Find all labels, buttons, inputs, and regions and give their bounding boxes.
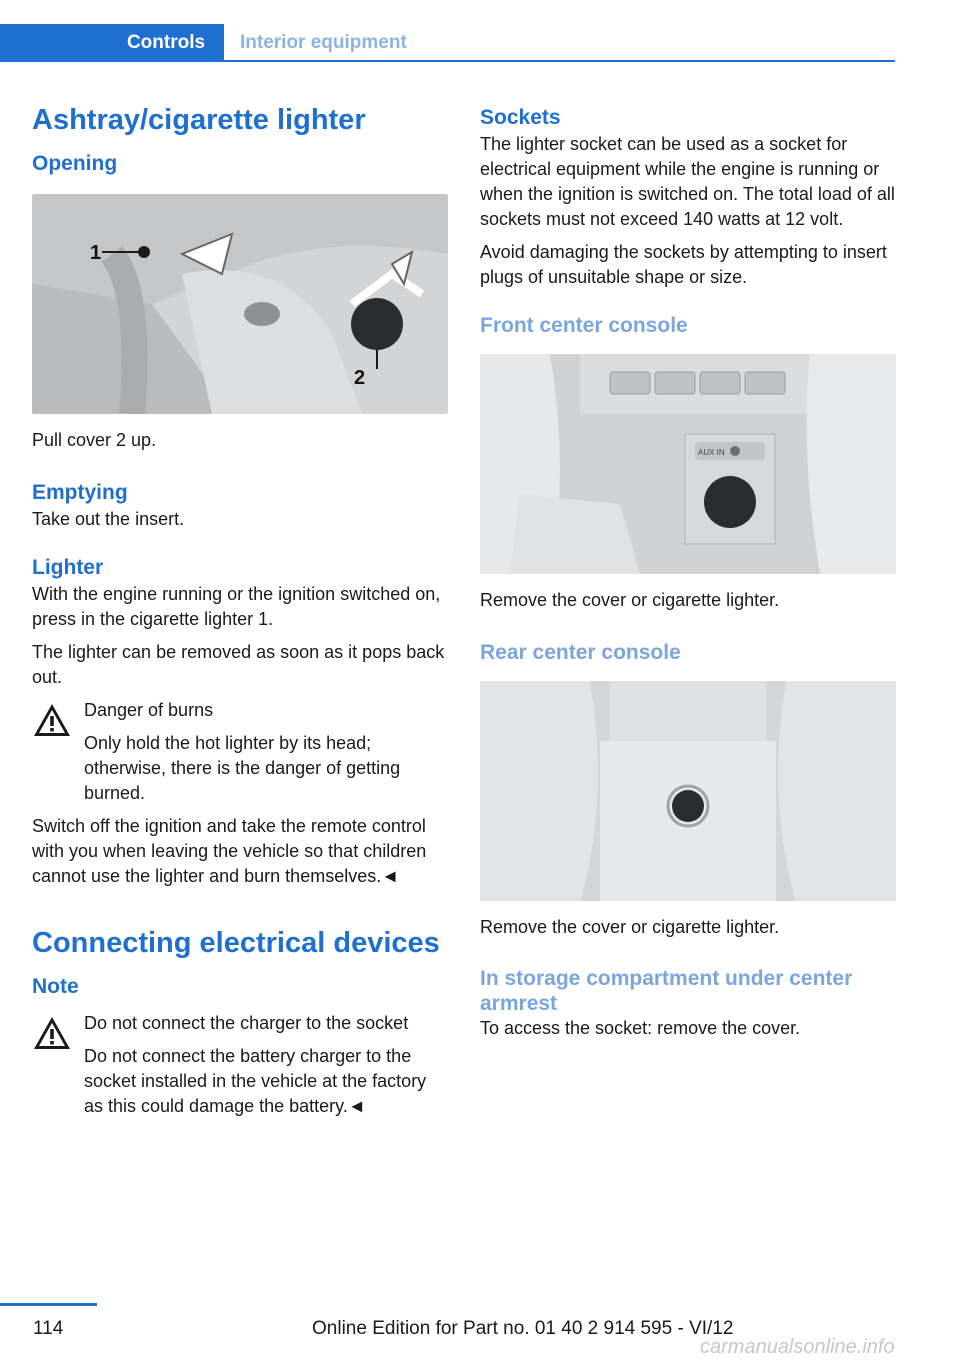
figure-label-1: 1	[90, 242, 102, 264]
heading-sockets: Sockets	[480, 106, 561, 129]
figure-front-console	[480, 354, 896, 574]
warning-charger-title: Do not connect the charger to the socket	[84, 1013, 409, 1033]
left-column	[32, 98, 448, 1127]
figure-rear-console	[480, 681, 896, 901]
caption-opening: Pull cover 2 up.	[32, 430, 157, 450]
warning-burns-text-2: Switch off the ignition and take the remote control with you when leaving the vehicle so that children cannot use the lighter and burn themselves.◄	[32, 816, 427, 886]
heading-emptying: Emptying	[32, 481, 128, 504]
warning-burns	[32, 698, 448, 889]
text-sockets-1: The lighter socket can be used as a socket for electrical equipment while the engine is running or when the ignition is switched on. The total load of all sockets must not exceed 140 watts at 12 volt.	[480, 134, 895, 229]
text-lighter-1: With the engine running or the ignition switched on, press in the cigarette lighter 1.	[32, 584, 441, 629]
page-header	[0, 24, 895, 62]
text-sockets-2: Avoid damaging the sockets by attempting to insert plugs of unsuitable shape or size.	[480, 242, 887, 287]
heading-storage-compartment: In storage compartment under center armrest	[480, 967, 853, 1015]
caption-front-console: Remove the cover or cigarette lighter.	[480, 590, 780, 610]
heading-opening: Opening	[32, 152, 118, 175]
warning-charger-text: Do not connect the battery charger to the socket installed in the vehicle at the factory as this could damage the battery.◄	[84, 1046, 427, 1116]
text-lighter-2: The lighter can be removed as soon as it pops back out.	[32, 642, 445, 687]
footer-rule	[0, 1303, 97, 1306]
heading-note: Note	[32, 975, 79, 998]
tab-interior-equipment[interactable]: Interior equipment	[240, 32, 407, 53]
edition-info: Online Edition for Part no. 01 40 2 914 595 - VI/12	[312, 1318, 734, 1339]
caption-rear-console: Remove the cover or cigarette lighter.	[480, 917, 780, 937]
warning-icon	[32, 1015, 72, 1051]
warning-burns-text-1: Only hold the hot lighter by its head; otherwise, there is the danger of getting burned.	[84, 733, 401, 803]
watermark: carmanualsonline.info	[700, 1336, 895, 1358]
text-emptying: Take out the insert.	[32, 509, 185, 529]
right-column	[480, 104, 896, 1049]
warning-icon	[32, 702, 72, 738]
section-title-ashtray: Ashtray/cigarette lighter	[32, 104, 366, 136]
text-storage-compartment: To access the socket: remove the cover.	[480, 1018, 801, 1038]
heading-lighter: Lighter	[32, 556, 104, 579]
figure-label-aux: AUX IN	[698, 448, 725, 457]
heading-rear-console: Rear center console	[480, 641, 681, 664]
figure-label-2: 2	[354, 367, 366, 389]
warning-burns-title: Danger of burns	[84, 700, 214, 720]
heading-front-console: Front center console	[480, 314, 688, 337]
tab-controls[interactable]: Controls	[0, 24, 224, 62]
figure-ashtray	[32, 194, 448, 414]
section-title-connecting: Connecting electrical devices	[32, 927, 440, 959]
warning-charger	[32, 1011, 448, 1119]
page-number: 114	[33, 1318, 64, 1339]
header-rule	[0, 60, 895, 62]
